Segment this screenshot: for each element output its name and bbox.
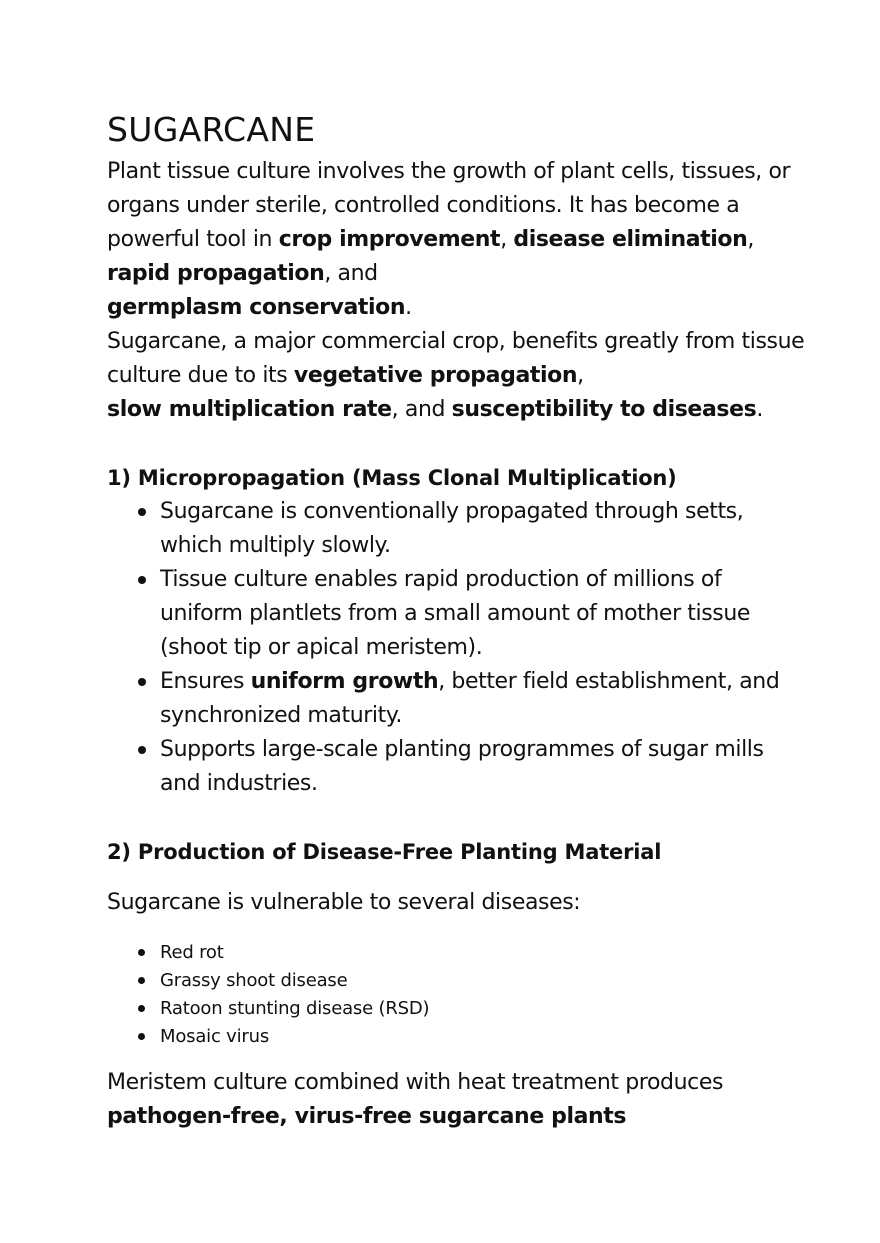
list-item: Mosaic virus xyxy=(160,1023,429,1051)
text-span: Meristem culture combined with heat treatment produces xyxy=(107,1070,724,1095)
section-heading: 1) Micropropagation (Mass Clonal Multiplication) xyxy=(107,466,677,490)
list-item: Supports large-scale planting programmes of sugar mills and industries. xyxy=(160,733,807,801)
text-span: . xyxy=(756,397,763,422)
text-span: , and xyxy=(391,397,452,422)
section-heading: 2) Production of Disease-Free Planting Material xyxy=(107,840,662,864)
bullet-list xyxy=(107,495,807,801)
bold-term: uniform growth xyxy=(250,669,439,694)
intro-paragraph-1 xyxy=(107,155,807,325)
bold-term: disease elimination xyxy=(513,227,748,252)
text-span: , xyxy=(577,363,584,388)
text-span: , xyxy=(500,227,514,252)
disease-list xyxy=(107,939,429,1051)
list-item: Tissue culture enables rapid production of millions of uniform plantlets from a small amount of mother tissue (shoot tip or apical meristem). xyxy=(160,563,807,665)
text-span: , better field establishment, and synchronized maturity. xyxy=(160,669,780,728)
text-span: . xyxy=(405,295,412,320)
bold-term: slow multiplication rate xyxy=(107,397,392,422)
text-span: , and xyxy=(324,261,378,286)
bold-term: germplasm conservation xyxy=(107,295,406,320)
bold-term: pathogen-free, virus-free sugarcane plants xyxy=(107,1104,627,1129)
list-item xyxy=(160,665,807,733)
list-item: Ratoon stunting disease (RSD) xyxy=(160,995,429,1023)
page-title: SUGARCANE xyxy=(107,110,316,149)
list-item: Red rot xyxy=(160,939,429,967)
bold-term: susceptibility to diseases xyxy=(451,397,757,422)
list-item: Sugarcane is conventionally propagated through setts, which multiply slowly. xyxy=(160,495,807,563)
text-span: Ensures xyxy=(160,669,251,694)
bold-term: vegetative propagation xyxy=(293,363,578,388)
bold-term: rapid propagation xyxy=(107,261,325,286)
text-span: Plant tissue culture involves the growth of plant cells, tissues, or organs under sterile, controlled conditions. It has become a powerful tool in xyxy=(107,159,791,252)
text-span: Sugarcane, a major commercial crop, benefits greatly from tissue culture due to its xyxy=(107,329,805,388)
intro-section xyxy=(107,155,807,427)
text-span: , xyxy=(747,227,755,252)
section-micropropagation xyxy=(107,461,807,801)
diseases-intro: Sugarcane is vulnerable to several diseases: xyxy=(107,890,581,915)
closing-paragraph xyxy=(107,1066,807,1134)
bold-term: crop improvement xyxy=(278,227,501,252)
list-item: Grassy shoot disease xyxy=(160,967,429,995)
intro-paragraph-2 xyxy=(107,325,807,427)
